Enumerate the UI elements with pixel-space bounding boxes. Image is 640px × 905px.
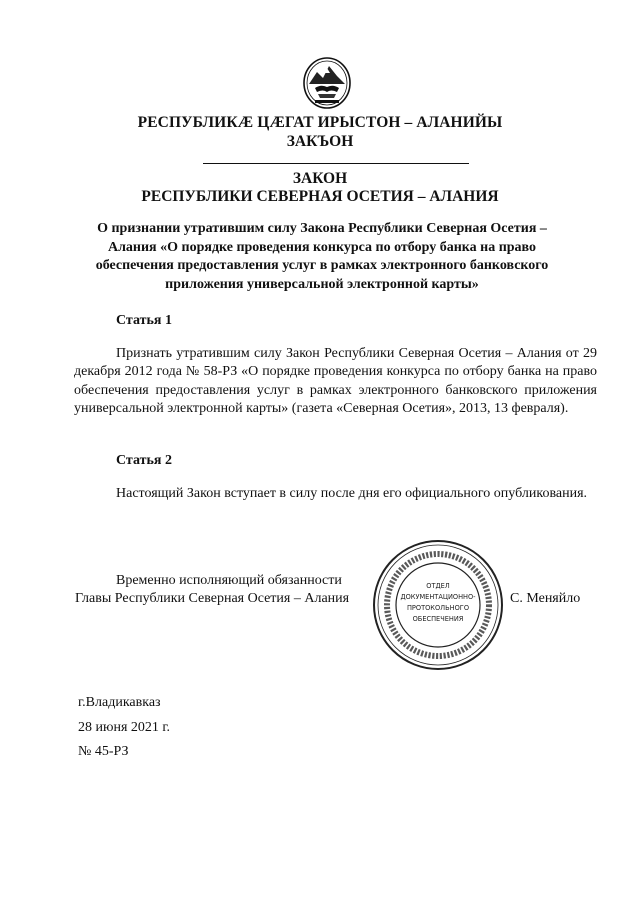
official-stamp-seal: [371, 538, 505, 672]
signatory-position-line-2: Главы Республики Северная Осетия – Алания: [75, 591, 350, 606]
document-place: г.Владикавказ: [78, 695, 161, 710]
stamp-inner-line-2: ДОКУМЕНТАЦИОННО-: [400, 593, 476, 601]
header-law-ossetian: ЗАКЪОН: [286, 133, 354, 150]
signatory-position-line-1: Временно исполняющий обязанности: [116, 573, 342, 588]
law-subject-heading: О признании утратившим силу Закона Республики Северная Осетия – Алания «О порядке проведения конкурса по отбору банка на право обеспечения предоставления услуг в рамках электронного банковского приложения универсальной электронной карты»: [95, 221, 549, 292]
article-1-title: Статья 1: [116, 313, 172, 328]
article-2-body: Настоящий Закон вступает в силу после дня его официального опубликования.: [116, 486, 588, 501]
article-1-body: Признать утратившим силу Закон Республики Северная Осетия – Алания от 29 декабря 2012 года № 58-РЗ «О порядке проведения конкурса по отбору банка на право обеспечения предоставления услуг в рамках электронного банковского приложения универсальной электронной карты» (газета «Северная Осетия», 2013, 13 февраля).: [74, 346, 597, 417]
coat-of-arms-emblem-icon: [301, 54, 353, 110]
stamp-inner-line-1: ОТДЕЛ: [426, 582, 450, 590]
law-title: ЗАКОН: [292, 170, 348, 187]
law-republic-title: РЕСПУБЛИКИ СЕВЕРНАЯ ОСЕТИЯ – АЛАНИЯ: [141, 188, 499, 205]
header-title-ossetian: РЕСПУБЛИКÆ ЦÆГАТ ИРЫСТОН – АЛАНИЙЫ: [137, 114, 503, 131]
stamp-inner-line-3: ПРОТОКОЛЬНОГО: [406, 604, 470, 612]
signer-name: С. Меняйло: [510, 591, 581, 606]
stamp-inner-line-4: ОБЕСПЕЧЕНИЯ: [412, 615, 464, 623]
header-divider: [203, 163, 469, 164]
article-2-title: Статья 2: [116, 453, 172, 468]
document-number: № 45-РЗ: [78, 744, 129, 759]
document-date: 28 июня 2021 г.: [78, 720, 171, 735]
